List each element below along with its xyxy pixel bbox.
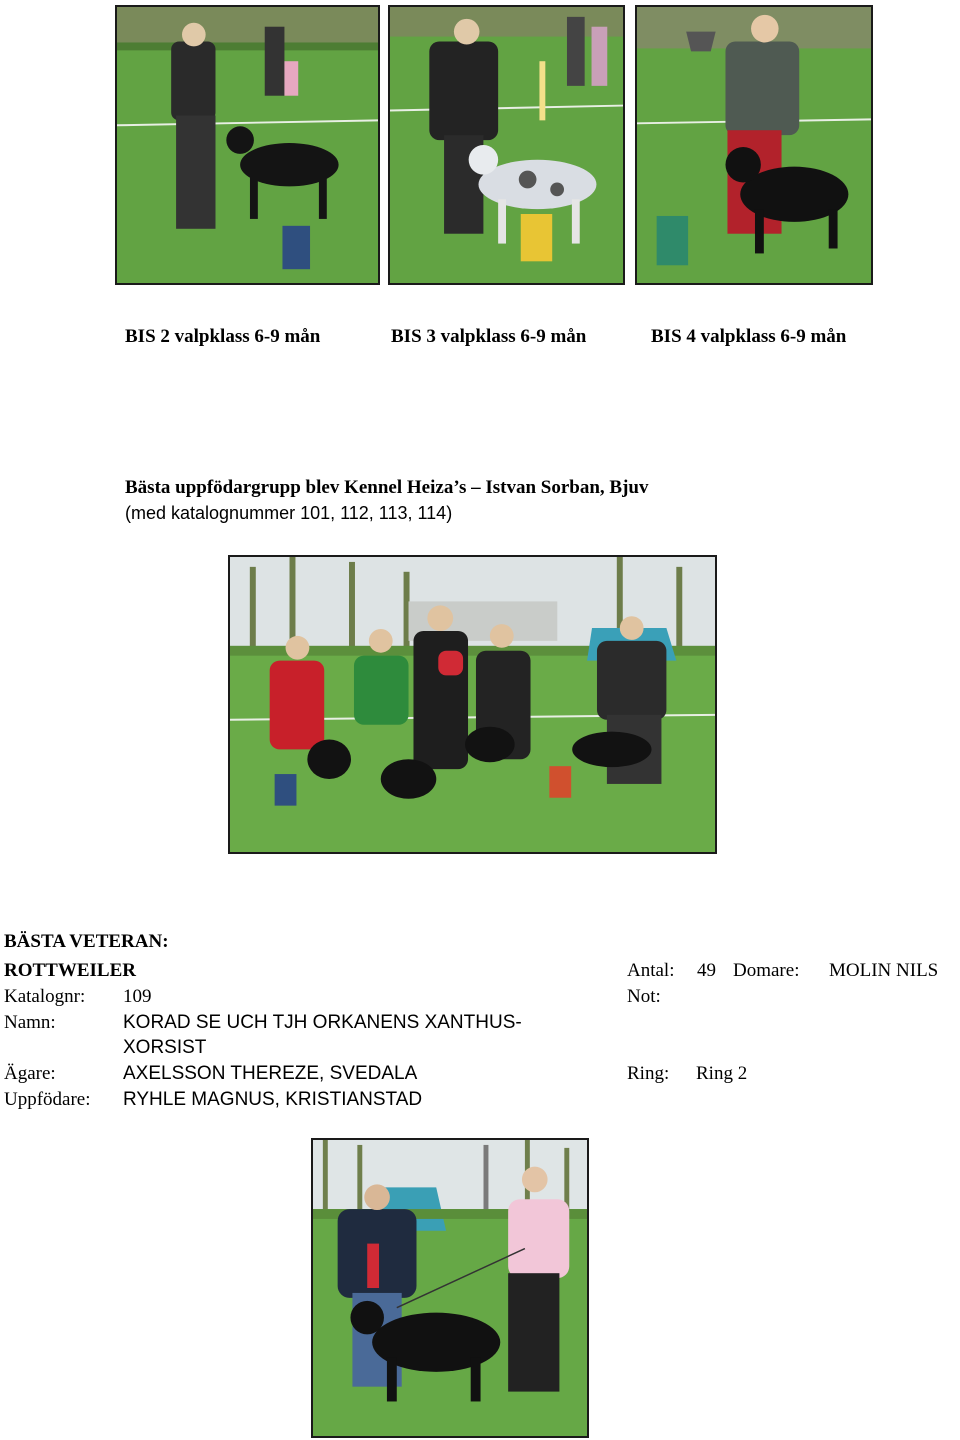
photo-bis4-image [637, 7, 871, 283]
caption-bis3: BIS 3 valpklass 6-9 mån [391, 326, 587, 347]
photo-bis3 [388, 5, 625, 285]
not-label: Not: [627, 986, 661, 1007]
katalog-value: 109 [123, 986, 152, 1007]
ring-label: Ring: [627, 1063, 670, 1084]
caption-bis4: BIS 4 valpklass 6-9 mån [651, 326, 847, 347]
breeder-group-title: Bästa uppfödargrupp blev Kennel Heiza’s – Istvan Sorban, Bjuv [125, 477, 649, 498]
photo-breeder-group-image [230, 557, 715, 852]
breeder-group-subtitle: (med katalognummer 101, 112, 113, 114) [125, 503, 453, 523]
namn-value-line1: KORAD SE UCH TJH ORKANENS XANTHUS- [123, 1012, 522, 1033]
namn-label: Namn: [4, 1012, 56, 1033]
agare-value: AXELSSON THEREZE, SVEDALA [123, 1063, 418, 1084]
antal-value: 49 [697, 960, 716, 981]
photo-best-veteran [311, 1138, 589, 1438]
photo-best-veteran-image [313, 1140, 587, 1436]
photo-bis2 [115, 5, 380, 285]
agare-label: Ägare: [4, 1063, 56, 1084]
caption-bis2: BIS 2 valpklass 6-9 mån [125, 326, 321, 347]
photo-bis2-image [117, 7, 378, 283]
uppfodare-label: Uppfödare: [4, 1089, 91, 1110]
namn-value-line2: XORSIST [123, 1037, 207, 1058]
photo-bis4 [635, 5, 873, 285]
photo-bis3-image [390, 7, 623, 283]
antal-label: Antal: [627, 960, 675, 981]
veteran-heading: BÄSTA VETERAN: [4, 931, 169, 952]
uppfodare-value: RYHLE MAGNUS, KRISTIANSTAD [123, 1089, 423, 1110]
katalog-label: Katalognr: [4, 986, 86, 1007]
ring-value: Ring 2 [696, 1063, 748, 1084]
photo-breeder-group [228, 555, 717, 854]
domare-label: Domare: [733, 960, 800, 981]
domare-value: MOLIN NILS [829, 960, 939, 981]
veteran-breed: ROTTWEILER [4, 960, 136, 981]
